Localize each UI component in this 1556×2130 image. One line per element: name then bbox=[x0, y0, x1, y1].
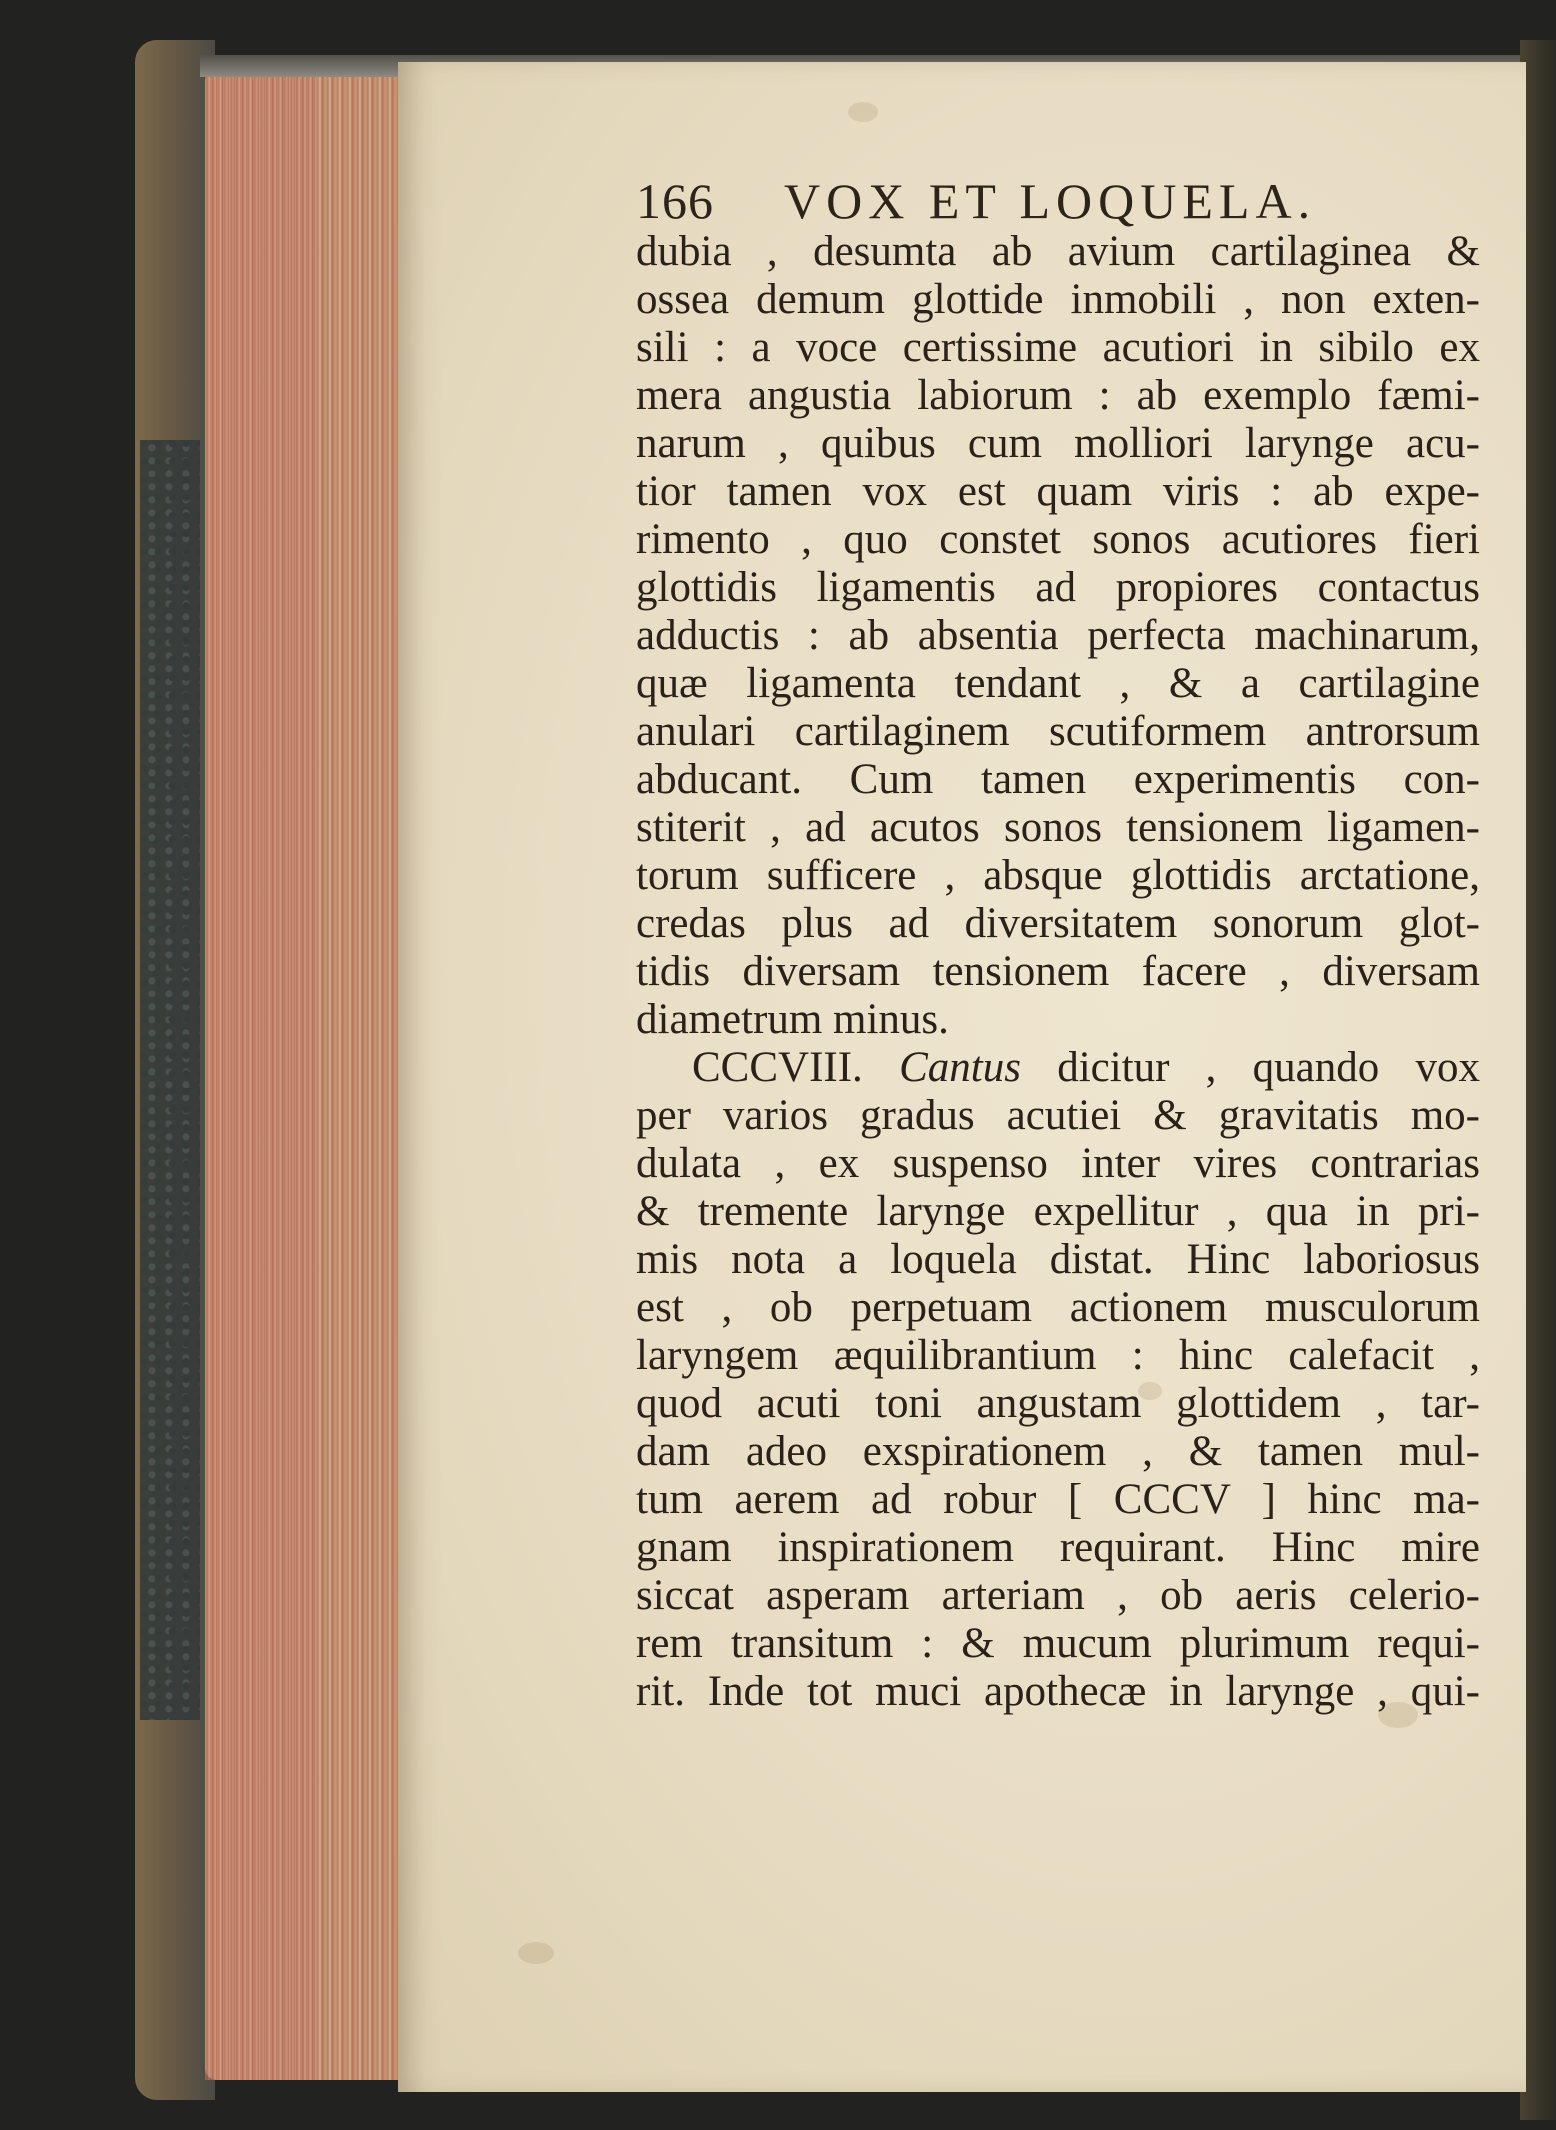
text-line: tior tamen vox est quam viris : ab expe- bbox=[636, 468, 1480, 515]
paper-spot bbox=[518, 1942, 554, 1964]
text-line: diametrum minus. bbox=[636, 996, 949, 1043]
text-line: tum aerem ad robur [ CCCV ] hinc ma- bbox=[636, 1476, 1480, 1523]
text-line: adductis : ab absentia perfecta machinarum, bbox=[636, 612, 1480, 659]
paragraph-number: CCCVIII. bbox=[692, 1044, 863, 1091]
paper-spot bbox=[848, 102, 878, 122]
text-line: abducant. Cum tamen experimentis con- bbox=[636, 756, 1480, 803]
page-number: 166 bbox=[636, 173, 714, 229]
text-line: rimento , quo constet sonos acutiores fieri bbox=[636, 516, 1480, 563]
text-line: mis nota a loquela distat. Hinc laboriosus bbox=[636, 1236, 1480, 1283]
text-line: glottidis ligamentis ad propiores contactus bbox=[636, 564, 1480, 611]
text-line: anulari cartilaginem scutiformem antrorsum bbox=[636, 708, 1480, 755]
text-line: est , ob perpetuam actionem musculorum bbox=[636, 1284, 1480, 1331]
red-page-edges bbox=[205, 70, 315, 2080]
text-line: stiterit , ad acutos sonos tensionem ligamen- bbox=[636, 804, 1480, 851]
text-line: dubia , desumta ab avium cartilaginea & bbox=[636, 228, 1480, 275]
text-line: laryngem æquilibrantium : hinc calefacit , bbox=[636, 1332, 1480, 1379]
text-line: gnam inspirationem requirant. Hinc mire bbox=[636, 1524, 1480, 1571]
paragraph-first-line bbox=[636, 1044, 1480, 1092]
text-line: mera angustia labiorum : ab exemplo fæmi- bbox=[636, 372, 1480, 419]
text-line: quæ ligamenta tendant , & a cartilagine bbox=[636, 660, 1480, 707]
text-line: & tremente larynge expellitur , qua in pri- bbox=[636, 1188, 1480, 1235]
running-title: VOX ET LOQUELA. bbox=[784, 173, 1317, 229]
text-line: rem transitum : & mucum plurimum requi- bbox=[636, 1620, 1480, 1667]
text-line: torum sufficere , absque glottidis arctatione, bbox=[636, 852, 1480, 899]
text-line: ossea demum glottide inmobili , non exten- bbox=[636, 276, 1480, 323]
text-line: tidis diversam tensionem facere , diversam bbox=[636, 948, 1480, 995]
paragraph-first-line-text: dicitur , quando vox bbox=[1057, 1044, 1480, 1091]
text-line: dulata , ex suspenso inter vires contrarias bbox=[636, 1140, 1480, 1187]
text-line: siccat asperam arteriam , ob aeris celerio- bbox=[636, 1572, 1480, 1619]
text-line: sili : a voce certissime acutiori in sibilo ex bbox=[636, 324, 1480, 371]
text-line: per varios gradus acutiei & gravitatis mo- bbox=[636, 1092, 1480, 1139]
text-line: credas plus ad diversitatem sonorum glot- bbox=[636, 900, 1480, 947]
marbled-cover bbox=[140, 440, 200, 1720]
body-text bbox=[636, 228, 1480, 1716]
text-line: dam adeo exspirationem , & tamen mul- bbox=[636, 1428, 1480, 1475]
italic-term: Cantus bbox=[899, 1044, 1021, 1091]
text-line: narum , quibus cum molliori larynge acu- bbox=[636, 420, 1480, 467]
text-line: rit. Inde tot muci apothecæ in larynge , qui- bbox=[636, 1668, 1480, 1715]
text-line: quod acuti toni angustam glottidem , tar- bbox=[636, 1380, 1480, 1427]
